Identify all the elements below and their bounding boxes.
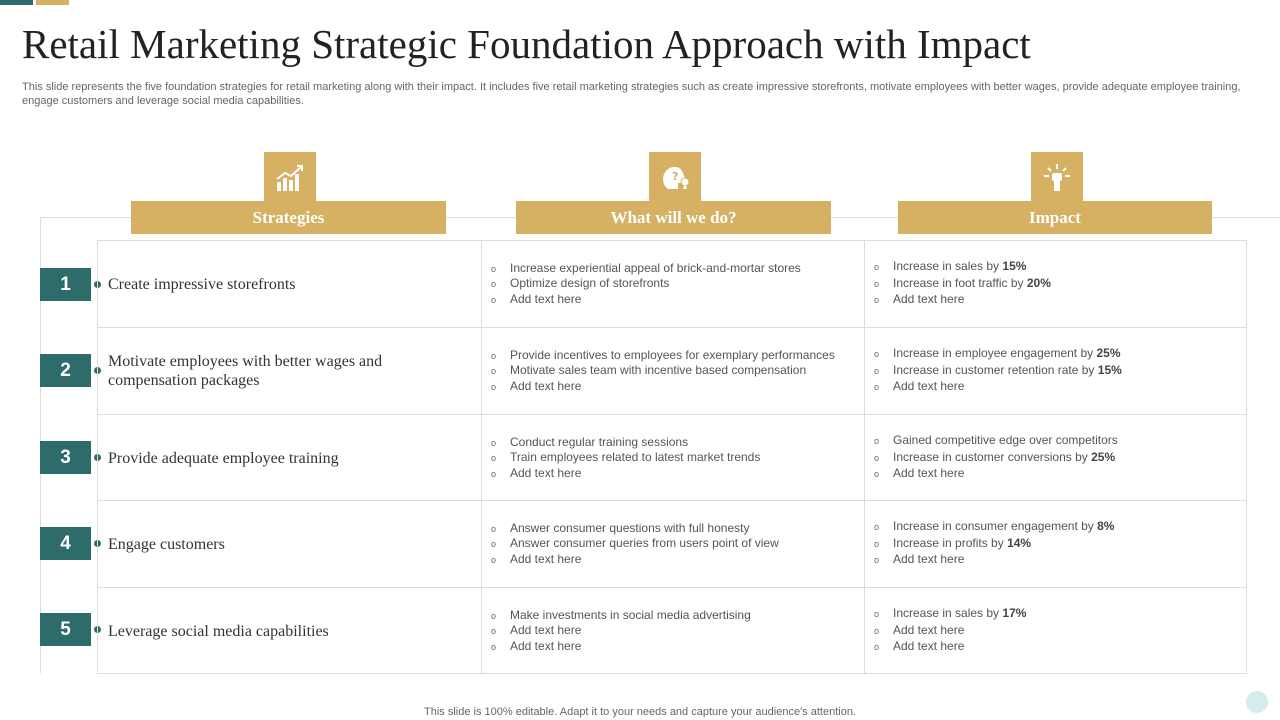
page-title: Retail Marketing Strategic Foundation Approach with Impact	[22, 21, 1031, 67]
list-item	[491, 276, 801, 292]
row-number-badge: 4	[40, 527, 91, 560]
impact-text: Add text here	[893, 379, 965, 394]
impact-value: 8%	[1097, 519, 1115, 534]
corner-accent-gold	[36, 0, 69, 5]
impact-text: Increase in foot traffic by	[893, 275, 1027, 290]
bullet-icon: o	[874, 522, 880, 533]
action-text: Add text here	[510, 638, 582, 653]
impact-text: Increase in sales by	[893, 606, 1003, 621]
table-row	[98, 327, 1246, 414]
impact-cell	[864, 241, 1246, 327]
strategy-label: Engage customers	[108, 535, 225, 553]
strategy-label: Leverage social media capabilities	[108, 622, 329, 640]
bullet-icon: o	[491, 263, 497, 274]
list-item	[874, 536, 1114, 553]
impact-text: Increase in customer retention rate by	[893, 362, 1098, 377]
bullet-icon: o	[874, 262, 880, 273]
action-text: Conduct regular training sessions	[510, 434, 689, 449]
impact-cell	[864, 415, 1246, 501]
impact-list	[874, 606, 1026, 656]
list-item	[491, 363, 835, 379]
list-item	[874, 552, 1114, 569]
impact-text: Increase in customer conversions by	[893, 449, 1092, 464]
list-item	[491, 379, 835, 395]
actions-cell	[481, 241, 864, 327]
bullet-icon: o	[491, 437, 497, 448]
bullet-icon: o	[491, 539, 497, 550]
action-text: Make investments in social media advertising	[510, 607, 751, 622]
footer-note: This slide is 100% editable. Adapt it to your needs and capture your audience's attention.	[424, 706, 856, 718]
row-number-badge: 1	[40, 268, 91, 301]
list-item	[491, 292, 801, 308]
impact-text: Add text here	[893, 466, 965, 481]
row-number-badge: 2	[40, 354, 91, 387]
actions-cell	[481, 328, 864, 414]
bullet-icon: o	[874, 436, 880, 447]
growth-chart-icon	[264, 152, 316, 204]
corner-accent-teal	[0, 0, 33, 5]
list-item	[491, 536, 779, 552]
actions-list	[491, 608, 751, 655]
column-header-what-will-we-do: What will we do?	[516, 201, 831, 234]
list-item	[874, 623, 1026, 640]
impact-cell	[864, 501, 1246, 587]
bullet-icon: o	[874, 609, 880, 620]
action-text: Motivate sales team with incentive based compensation	[510, 363, 807, 378]
list-item	[874, 450, 1118, 467]
bullet-icon: o	[491, 381, 497, 392]
list-item	[874, 276, 1051, 293]
action-text: Optimize design of storefronts	[510, 276, 670, 291]
row-number-badge: 5	[40, 613, 91, 646]
impact-cell	[864, 588, 1246, 674]
impact-value: 14%	[1007, 535, 1032, 550]
bullet-icon: o	[874, 295, 880, 306]
head-lightbulb-icon	[649, 152, 701, 204]
action-text: Add text here	[510, 551, 582, 566]
list-item	[874, 606, 1026, 623]
actions-list	[491, 261, 801, 308]
impact-text: Increase in profits by	[893, 535, 1008, 550]
strategy-label: Create impressive storefronts	[108, 275, 296, 293]
action-text: Add text here	[510, 378, 582, 393]
impact-value: 15%	[1002, 259, 1027, 274]
list-item	[491, 261, 801, 277]
impact-cell	[864, 328, 1246, 414]
list-item	[874, 292, 1051, 309]
list-item	[491, 552, 779, 568]
list-item	[491, 435, 760, 451]
list-item	[491, 623, 751, 639]
impact-text: Increase in employee engagement by	[893, 346, 1097, 361]
table-row	[98, 414, 1246, 501]
actions-cell	[481, 415, 864, 501]
impact-value: 25%	[1096, 346, 1121, 361]
bullet-icon: o	[491, 366, 497, 377]
bullet-icon: o	[491, 641, 497, 652]
action-text: Add text here	[510, 623, 582, 638]
action-text: Provide incentives to employees for exemplary performances	[510, 347, 835, 362]
corner-decoration	[1246, 691, 1268, 713]
bullet-icon: o	[874, 365, 880, 376]
column-header-strategies: Strategies	[131, 201, 446, 234]
strategy-cell	[98, 241, 481, 327]
bullet-icon: o	[491, 468, 497, 479]
action-text: Add text here	[510, 465, 582, 480]
impact-text: Increase in consumer engagement by	[893, 519, 1098, 534]
action-text: Add text here	[510, 291, 582, 306]
impact-text: Gained competitive edge over competitors	[893, 433, 1118, 448]
bullet-icon: o	[491, 279, 497, 290]
strategy-cell	[98, 588, 481, 674]
impact-list	[874, 346, 1122, 396]
bullet-icon: o	[874, 349, 880, 360]
actions-cell	[481, 501, 864, 587]
impact-value: 20%	[1026, 275, 1051, 290]
bullet-icon: o	[491, 626, 497, 637]
list-item	[874, 466, 1118, 483]
list-item	[874, 639, 1026, 656]
actions-list	[491, 521, 779, 568]
action-text: Train employees related to latest market trends	[510, 450, 761, 465]
impact-list	[874, 433, 1118, 483]
strategy-label: Motivate employees with better wages and compensation packages	[108, 353, 383, 389]
strategy-cell	[98, 415, 481, 501]
action-text: Answer consumer queries from users point of view	[510, 536, 779, 551]
bullet-icon: o	[491, 523, 497, 534]
impact-text: Increase in sales by	[893, 259, 1003, 274]
list-item	[874, 363, 1122, 380]
bullet-icon: o	[874, 469, 880, 480]
strategy-table	[97, 240, 1247, 674]
impact-text: Add text here	[893, 292, 965, 307]
action-text: Answer consumer questions with full honesty	[510, 520, 750, 535]
impact-list	[874, 259, 1051, 309]
column-header-impact: Impact	[898, 201, 1212, 234]
impact-value: 25%	[1091, 449, 1116, 464]
strategy-cell	[98, 501, 481, 587]
bullet-icon: o	[491, 554, 497, 565]
page-subtitle: This slide represents the five foundation strategies for retail marketing along with their impact. It includes five retail marketing strategies such as create impressive storefronts, motivate employees with better wages, provide adequate employee training, engage customers and leverage social media capabilities.	[22, 81, 1241, 107]
impact-text: Add text here	[893, 552, 965, 567]
table-row	[98, 587, 1246, 674]
bullet-icon: o	[874, 555, 880, 566]
actions-list	[491, 348, 835, 395]
impact-list	[874, 519, 1114, 569]
bullet-icon: o	[874, 452, 880, 463]
bullet-icon: o	[874, 642, 880, 653]
impact-text: Add text here	[893, 639, 965, 654]
bullet-icon: o	[874, 625, 880, 636]
bullet-icon: o	[491, 294, 497, 305]
list-item	[491, 608, 751, 624]
list-item	[874, 433, 1118, 450]
impact-text: Add text here	[893, 622, 965, 637]
table-row	[98, 241, 1246, 328]
bullet-icon: o	[874, 538, 880, 549]
actions-cell	[481, 588, 864, 674]
strategy-cell	[98, 328, 481, 414]
row-number-badge: 3	[40, 441, 91, 474]
action-text: Increase experiential appeal of brick-and-mortar stores	[510, 260, 801, 275]
svg-text:?: ?	[672, 170, 679, 183]
strategy-label: Provide adequate employee training	[108, 449, 339, 467]
bullet-icon: o	[874, 278, 880, 289]
raised-fist-icon	[1031, 152, 1083, 204]
table-row	[98, 500, 1246, 587]
list-item	[491, 466, 760, 482]
list-item	[874, 259, 1051, 276]
bullet-icon: o	[491, 350, 497, 361]
impact-value: 15%	[1097, 362, 1122, 377]
bullet-icon: o	[874, 382, 880, 393]
bullet-icon: o	[491, 453, 497, 464]
impact-value: 17%	[1002, 606, 1027, 621]
list-item	[491, 639, 751, 655]
list-item	[874, 519, 1114, 536]
list-item	[491, 450, 760, 466]
list-item	[874, 379, 1122, 396]
list-item	[491, 348, 835, 364]
bullet-icon: o	[491, 610, 497, 621]
actions-list	[491, 435, 760, 482]
list-item	[491, 521, 779, 537]
list-item	[874, 346, 1122, 363]
